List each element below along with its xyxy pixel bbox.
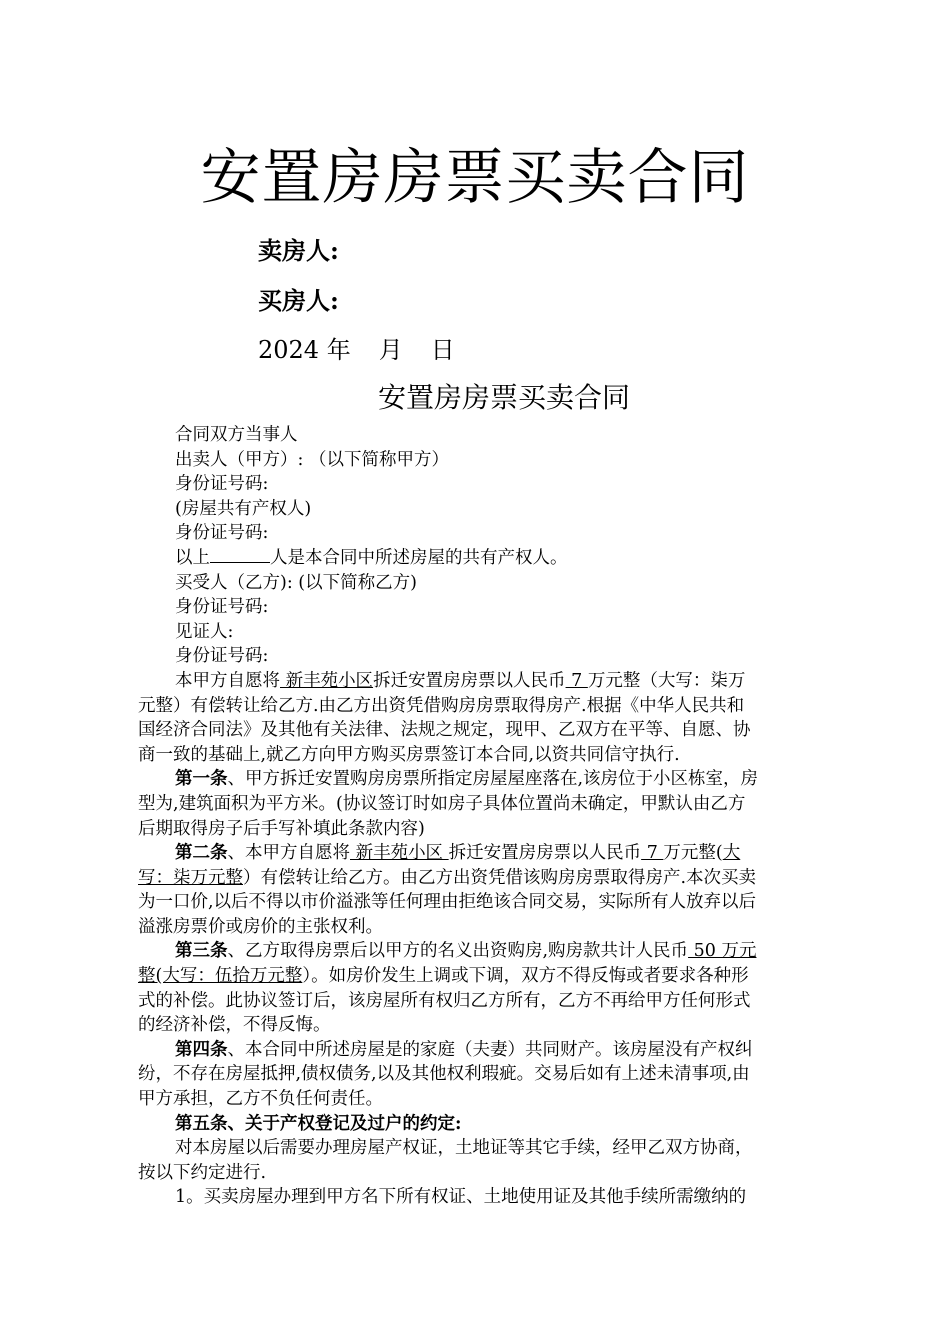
article-5: 第五条、关于产权登记及过户的约定: 对本房屋以后需要办理房屋产权证，土地证等其它手续，经甲乙双方协商， 按以下约定进行. 1。买卖房屋办理到甲方名下所有权证、土地使用证及其他手续所需缴纳的 [138,1112,810,1210]
date-year: 2024 年 [258,336,351,364]
article-1-label: 第一条 [175,769,228,790]
article-5-heading: 第五条、关于产权登记及过户的约定: [175,1113,462,1134]
cover-title: 安置房房票买卖合同 [200,143,750,213]
date-day: 日 [430,336,455,364]
amount-uppercase: 写：柒万元整 [138,867,243,888]
article-2: 第二条、本甲方自愿将 新丰苑小区 拆迁安置房房票以人民币 7 万元整(大 写：柒万元整）有偿转让给乙方。由乙方出资凭借该购房房票取得房产.本次买卖 为一口价,以后不得以市价溢涨等任何理由拒绝该合同交易，实际所有人放弃以后 溢涨房票价或房价的主张权利。 [138,843,757,937]
article-2-label: 第二条 [175,843,228,864]
seller-label: 卖房人: [258,236,339,265]
article-3: 第三条、乙方取得房票后以甲方的名义出资购房,购房款共计人民币 50 万元 整(大写：伍拾万元整）。如房价发生上调或下调，双方不得反悔或者要求各种形 式的补偿。此协议签订后，该房屋所有权归乙方所有，乙方不再给甲方任何形式 的经济补偿，不得反悔。 [138,941,757,1036]
community-name: 新丰苑小区 [350,843,449,864]
article-5-item-1: 1。买卖房屋办理到甲方名下所有权证、土地使用证及其他手续所需缴纳的 [175,1187,747,1208]
amount: 50 万元 [688,941,757,962]
date-month: 月 [378,336,403,364]
article-4: 第四条、本合同中所述房屋是的家庭（夫妻）共同财产。该房屋没有产权纠 纷，不存在房屋抵押,债权债务,以及其他权利瑕疵。交易后如有上述未清事项,由 甲方承担，乙方不负任何责任。 [138,1039,753,1110]
buyer-id: 身份证号码: [175,597,269,618]
co-owner-note: 以上 人是本合同中所述房屋的共有产权人。 [175,547,568,568]
date-line [258,335,455,365]
community-name: 新丰苑小区 [280,670,374,691]
amount-uppercase: 整(大写：伍拾万元整 [138,966,303,987]
witness-id: 身份证号码: [175,646,269,667]
buyer-party: 买受人（乙方): (以下简称乙方) [175,572,417,593]
buyer-label: 买房人: [258,286,339,315]
co-owner: (房屋共有产权人) [175,498,312,519]
seller-party: 出卖人（甲方）: （以下简称甲方） [175,449,449,470]
contract-title: 安置房房票买卖合同 [377,381,630,414]
article-1: 第一条、甲方拆迁安置购房房票所指定房屋屋座落在,该房位于小区栋室，房 型为,建筑面积为平方米。(协议签订时如房子具体位置尚未确定，甲默认由乙方 后期取得房子后手写补填此条款内容) [138,769,759,839]
parties-heading: 合同双方当事人 [175,425,298,445]
article-3-label: 第三条 [175,941,228,962]
article-4-label: 第四条 [175,1039,228,1060]
blank-field [210,546,270,563]
co-owner-id: 身份证号码: [175,523,269,544]
amount: 7 [565,670,588,691]
contract-body [138,423,810,1210]
witness: 见证人: [175,621,234,642]
seller-id: 身份证号码: [175,474,269,495]
preamble-paragraph: 本甲方自愿将 新丰苑小区拆迁安置房房票以人民币 7 万元整（大写：柒万 元整）有偿转让给乙方.由乙方出资凭借购房房票取得房产.根据《中华人民共和 国经济合同法》及其他有关法律、法规之规定，现甲、乙双方在平等、自愿、协 商一致的基础上,就乙方向甲方购买房票签订本合同,以资共同信守执行. [138,670,751,765]
amount: 7 [641,843,664,864]
